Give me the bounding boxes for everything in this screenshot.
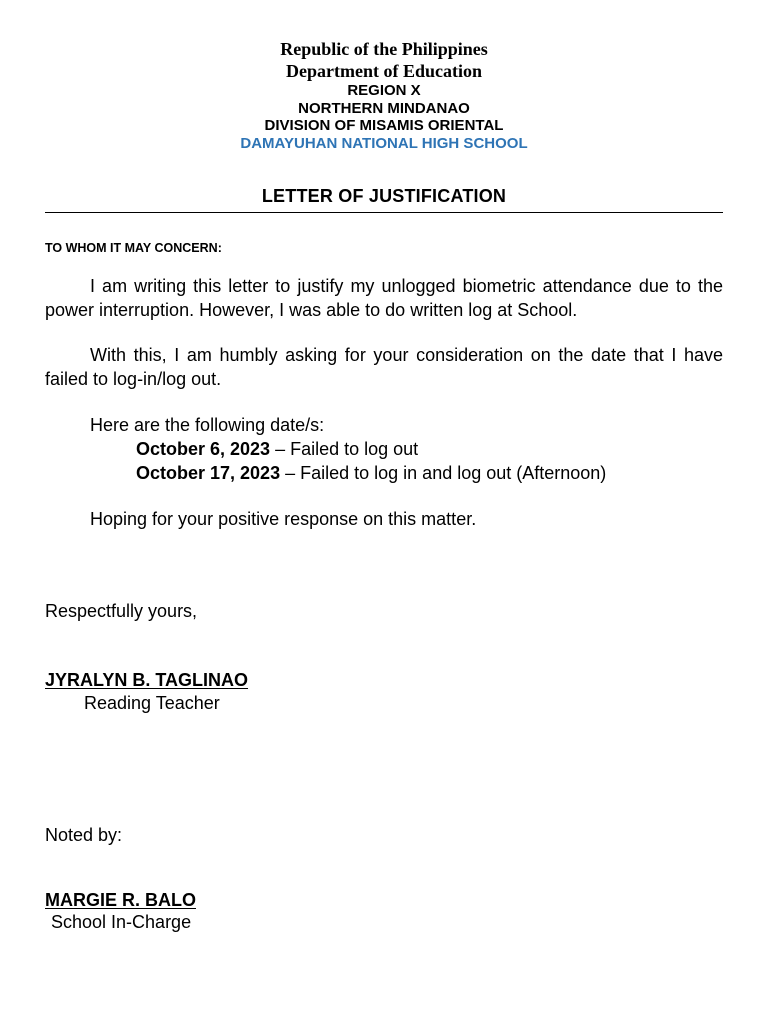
- noted-by-role: School In-Charge: [51, 912, 192, 932]
- noted-by-label: Noted by:: [45, 825, 123, 845]
- closing: Respectfully yours,: [45, 601, 198, 621]
- letterhead-school: DAMAYUHAN NATIONAL HIGH SCHOOL: [240, 134, 528, 152]
- date-value: October 17, 2023: [136, 463, 281, 483]
- letterhead: [0, 38, 768, 152]
- body-paragraph-3: Here are the following date/s:: [90, 415, 325, 435]
- date-list-item: [136, 437, 606, 461]
- date-note: – Failed to log in and log out (Afternoon): [280, 463, 607, 483]
- body-paragraph-4: Hoping for your positive response on this matter.: [90, 509, 477, 529]
- signatory-name: JYRALYN B. TAGLINAO: [45, 670, 249, 690]
- body-paragraph-2: With this, I am humbly asking for your consideration on the date that I have failed to log-in/log out.: [45, 345, 723, 389]
- letterhead-republic: Republic of the Philippines: [280, 39, 488, 59]
- letterhead-area: NORTHERN MINDANAO: [298, 99, 470, 117]
- date-list: [136, 437, 606, 485]
- letter-title: LETTER OF JUSTIFICATION: [261, 186, 507, 206]
- signatory-role: Reading Teacher: [84, 693, 220, 713]
- date-note: – Failed to log out: [270, 439, 419, 459]
- letterhead-division: DIVISION OF MISAMIS ORIENTAL: [264, 117, 504, 134]
- body-paragraph-1: I am writing this letter to justify my unlogged biometric attendance due to the power interruption. However, I was able to do written log at School.: [45, 276, 723, 320]
- date-list-item: [136, 461, 606, 485]
- title-divider: [45, 212, 723, 213]
- noted-by-name: MARGIE R. BALO: [45, 890, 196, 910]
- letterhead-department: Department of Education: [286, 61, 482, 81]
- letterhead-region: REGION X: [347, 82, 421, 99]
- salutation: TO WHOM IT MAY CONCERN:: [45, 241, 222, 255]
- date-value: October 6, 2023: [136, 439, 271, 459]
